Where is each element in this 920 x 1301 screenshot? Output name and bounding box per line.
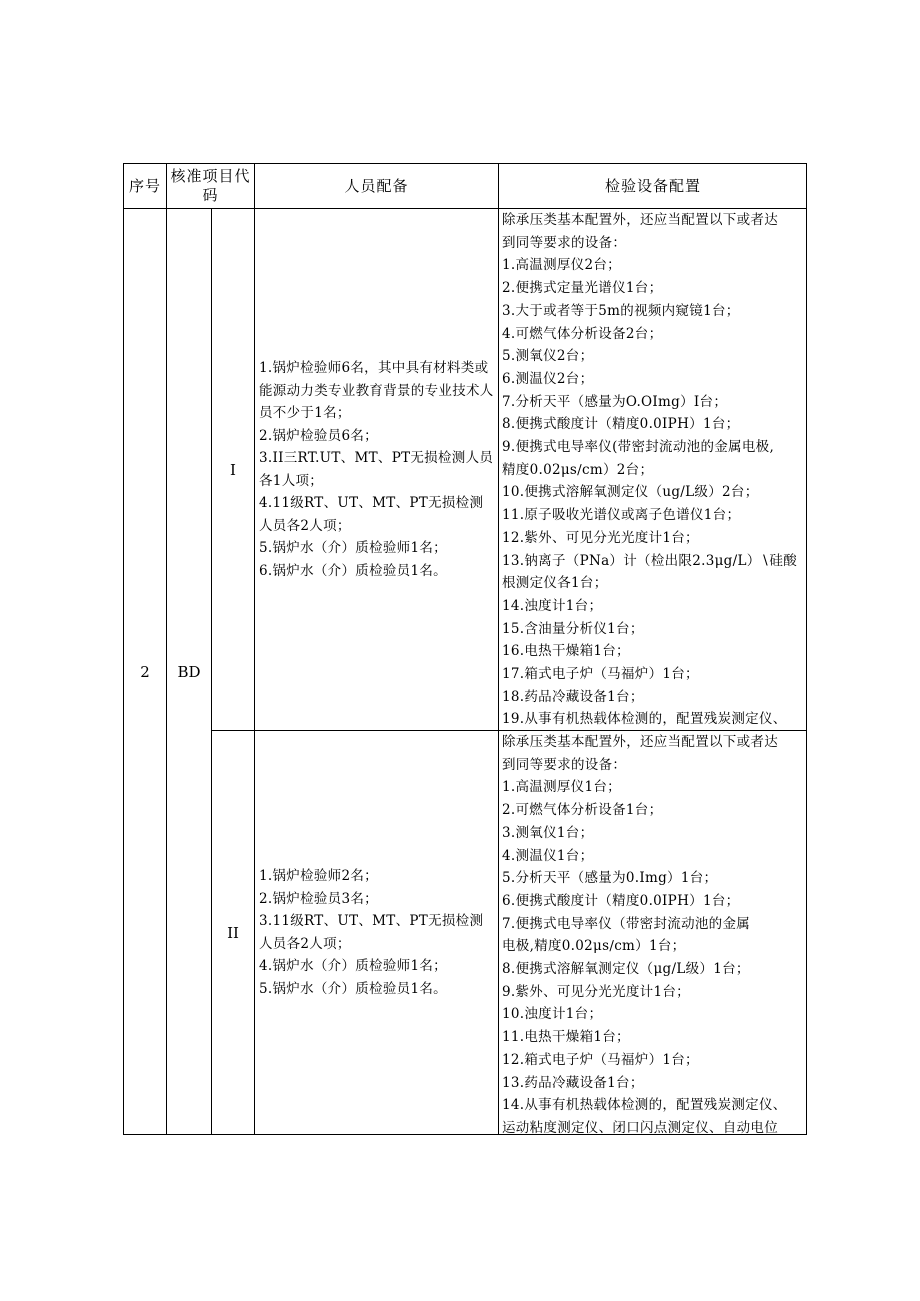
equipment-item: 17.箱式电子炉（马福炉）1台； (502, 666, 699, 683)
equipment-item: 14.从事有机热载体检测的，配置残炭测定仪、 (502, 1097, 787, 1114)
staff-item: 1.锅炉检验师6名，其中具有材料类或能源动力类专业教育背景的专业技术人员不少于1名； (259, 360, 494, 421)
equipment-item: 6.测温仪2台； (502, 370, 594, 387)
equipment-item: 15.含油量分析仪1台； (502, 620, 644, 637)
equipment-item: 11.原子吸收光谱仪或离子色谱仪1台； (502, 507, 741, 524)
staff-item: 2.锅炉检验员6名； (259, 427, 378, 444)
equipment-requirements-table (123, 163, 807, 1135)
equipment-item: 8.便携式溶解氧测定仪（μg/L级）1台； (502, 961, 750, 978)
equipment-requirements (499, 731, 807, 1134)
equipment-item: 1.高温测厚仪2台； (502, 257, 621, 274)
equipment-item: 4.测温仪1台； (502, 847, 594, 864)
equipment-item: 运动粘度测定仪、闭口闪点测定仪、自动电位 (502, 1119, 778, 1134)
header-no: 序号 (128, 176, 161, 195)
equipment-item: 精度0.02μs∕cm）2台； (502, 461, 654, 478)
row-number: 2 (140, 662, 150, 681)
equipment-item: 4.可燃气体分析设备2台； (502, 325, 663, 342)
equipment-item: 13.药品冷藏设备1台； (502, 1074, 644, 1091)
staff-item: 3.11级RT、UT、MT、PT无损检测人员各2人项； (259, 913, 484, 952)
equipment-item: 3.大于或者等于5m的视频内窥镜1台； (502, 302, 740, 319)
equipment-item: 2.便携式定量光谱仪1台； (502, 280, 663, 297)
equipment-item: 9.便携式电导率仪(带密封流动池的金属电极, (502, 439, 775, 456)
staff-item: 4.锅炉水（介）质检验师1名； (259, 958, 447, 974)
equipment-item: 14.浊度计1台； (502, 597, 603, 614)
equipment-item: 根测定仪各1台； (502, 575, 608, 592)
equipment-item: 电极,精度0.02μs∕cm）1台； (502, 938, 686, 955)
equipment-item: 9.紫外、可见分光光度计1台； (502, 983, 690, 1000)
staff-item: 1.锅炉检验师2名； (259, 868, 378, 884)
level-label: II (227, 923, 239, 942)
equipment-item: 13.钠离子（PNa）计（检出限2.3μg/L）∖硅酸 (502, 552, 798, 569)
equipment-item: 19.从事有机热载体检测的，配置残炭测定仪、 (502, 711, 787, 728)
equipment-item: 2.可燃气体分析设备1台； (502, 802, 663, 819)
equipment-item: 11.电热干燥箱1台； (502, 1029, 630, 1046)
equipment-item: 12.紫外、可见分光光度计1台； (502, 529, 699, 546)
level-label: I (230, 460, 236, 479)
header-code: 核准项目代码 (170, 167, 251, 204)
staff-item: 5.锅炉水（介）质检验员1名。 (259, 980, 447, 997)
project-code: BD (177, 662, 201, 681)
staff-item: 4.11级RT、UT、MT、PT无损检测人员各2人项； (259, 495, 484, 534)
equipment-item: 10.浊度计1台； (502, 1006, 603, 1023)
staff-item: 5.锅炉水（介）质检验师1名； (259, 540, 447, 556)
equipment-item: 5.测氧仪2台； (502, 348, 594, 365)
equipment-item: 7.便携式电导率仪（带密封流动池的金属 (502, 915, 751, 932)
header-staff: 人员配备 (344, 176, 409, 195)
staff-item: 3.II三RT.UT、MT、PT无损检测人员各1人项； (259, 450, 494, 489)
staff-item: 6.锅炉水（介）质检验员1名。 (259, 562, 447, 579)
equipment-item: 到同等要求的设备： (502, 234, 627, 251)
staff-requirements (255, 209, 498, 730)
equipment-item: 除承压类基本配置外，还应当配置以下或者达 (502, 734, 778, 750)
header-equipment: 检验设备配置 (604, 176, 701, 195)
equipment-item: 除承压类基本配置外，还应当配置以下或者达 (502, 212, 778, 228)
equipment-item: 12.箱式电子炉（马福炉）1台； (502, 1051, 699, 1068)
equipment-item: 8.便携式酸度计（精度0.0IPH）1台； (502, 416, 740, 433)
equipment-item: 1.高温测厚仪1台； (502, 779, 621, 796)
equipment-item: 18.药品冷藏设备1台； (502, 688, 644, 705)
equipment-item: 7.分析天平（感量为O.OImg）I台； (502, 393, 728, 410)
equipment-item: 10.便携式溶解氧测定仪（ug/L级）2台； (502, 484, 759, 501)
equipment-requirements (499, 209, 807, 730)
staff-requirements (255, 731, 498, 1134)
equipment-item: 16.电热干燥箱1台； (502, 643, 630, 660)
equipment-item: 到同等要求的设备： (502, 756, 627, 773)
equipment-item: 3.测氧仪1台； (502, 824, 594, 841)
equipment-item: 5.分析天平（感量为0.Img）1台； (502, 870, 718, 887)
staff-item: 2.锅炉检验员3名； (259, 890, 378, 907)
equipment-item: 6.便携式酸度计（精度0.0IPH）1台； (502, 892, 740, 909)
